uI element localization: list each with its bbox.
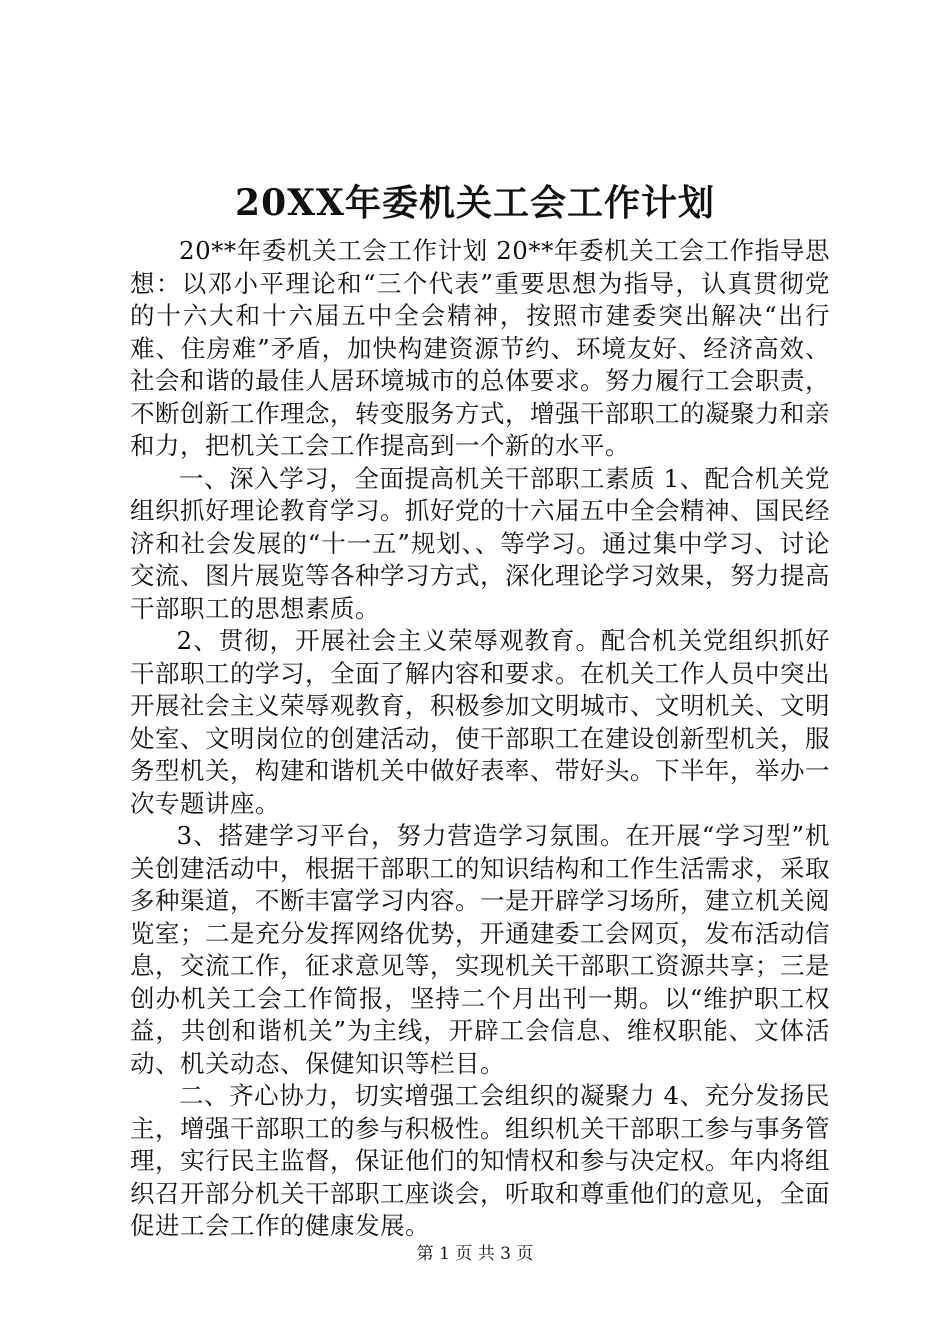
paragraph-intro: 20**年委机关工会工作计划 20**年委机关工会工作指导思想：以邓小平理论和“三个代表”重要思想为指导，认真贯彻党的十六大和十六届五中全会精神，按照市建委突出解决“出行难、住房难”矛盾，加快构建资源节约、环境友好、经济高效、社会和谐的最佳人居环境城市的总体要求。努力履行工会职责，不断创新工作理念，转变服务方式，增强干部职工的凝聚力和亲和力，把机关工会工作提高到一个新的水平。 — [130, 236, 830, 460]
page-footer: 第 1 页 共 3 页 — [416, 1244, 534, 1264]
page-title: 20XX年委机关工会工作计划 — [235, 182, 715, 224]
document-body — [130, 235, 830, 1243]
paragraph-section-1: 一、深入学习，全面提高机关干部职工素质 1、配合机关党组织抓好理论教育学习。抓好党的十六届五中全会精神、国民经济和社会发展的“十一五”规划、、等学习。通过集中学习、讨论交流、图片展览等各种学习方式，深化理论学习效果，努力提高干部职工的思想素质。 — [130, 463, 830, 623]
paragraph-item-2: 2、贯彻，开展社会主义荣辱观教育。配合机关党组织抓好干部职工的学习，全面了解内容和要求。在机关工作人员中突出开展社会主义荣辱观教育，积极参加文明城市、文明机关、文明处室、文明岗位的创建活动，使干部职工在建设创新型机关，服务型机关，构建和谐机关中做好表率、带好头。下半年，举办一次专题讲座。 — [130, 626, 830, 818]
paragraph-item-3: 3、搭建学习平台，努力营造学习氛围。在开展“学习型”机关创建活动中，根据干部职工的知识结构和工作生活需求，采取多种渠道，不断丰富学习内容。一是开辟学习场所，建立机关阅览室；二是充分发挥网络优势，开通建委工会网页，发布活动信息，交流工作，征求意见等，实现机关干部职工资源共享；三是创办机关工会工作简报，坚持二个月出刊一期。以“维护职工权益，共创和谐机关”为主线，开辟工会信息、维权职能、文体活动、机关动态、保健知识等栏目。 — [130, 821, 830, 1078]
paragraph-section-2: 二、齐心协力，切实增强工会组织的凝聚力 4、充分发扬民主，增强干部职工的参与积极性。组织机关干部职工参与事务管理，实行民主监督，保证他们的知情权和参与决定权。年内将组织召开部分机关干部职工座谈会，听取和尊重他们的意见，全面促进工会工作的健康发展。 — [130, 1081, 830, 1240]
